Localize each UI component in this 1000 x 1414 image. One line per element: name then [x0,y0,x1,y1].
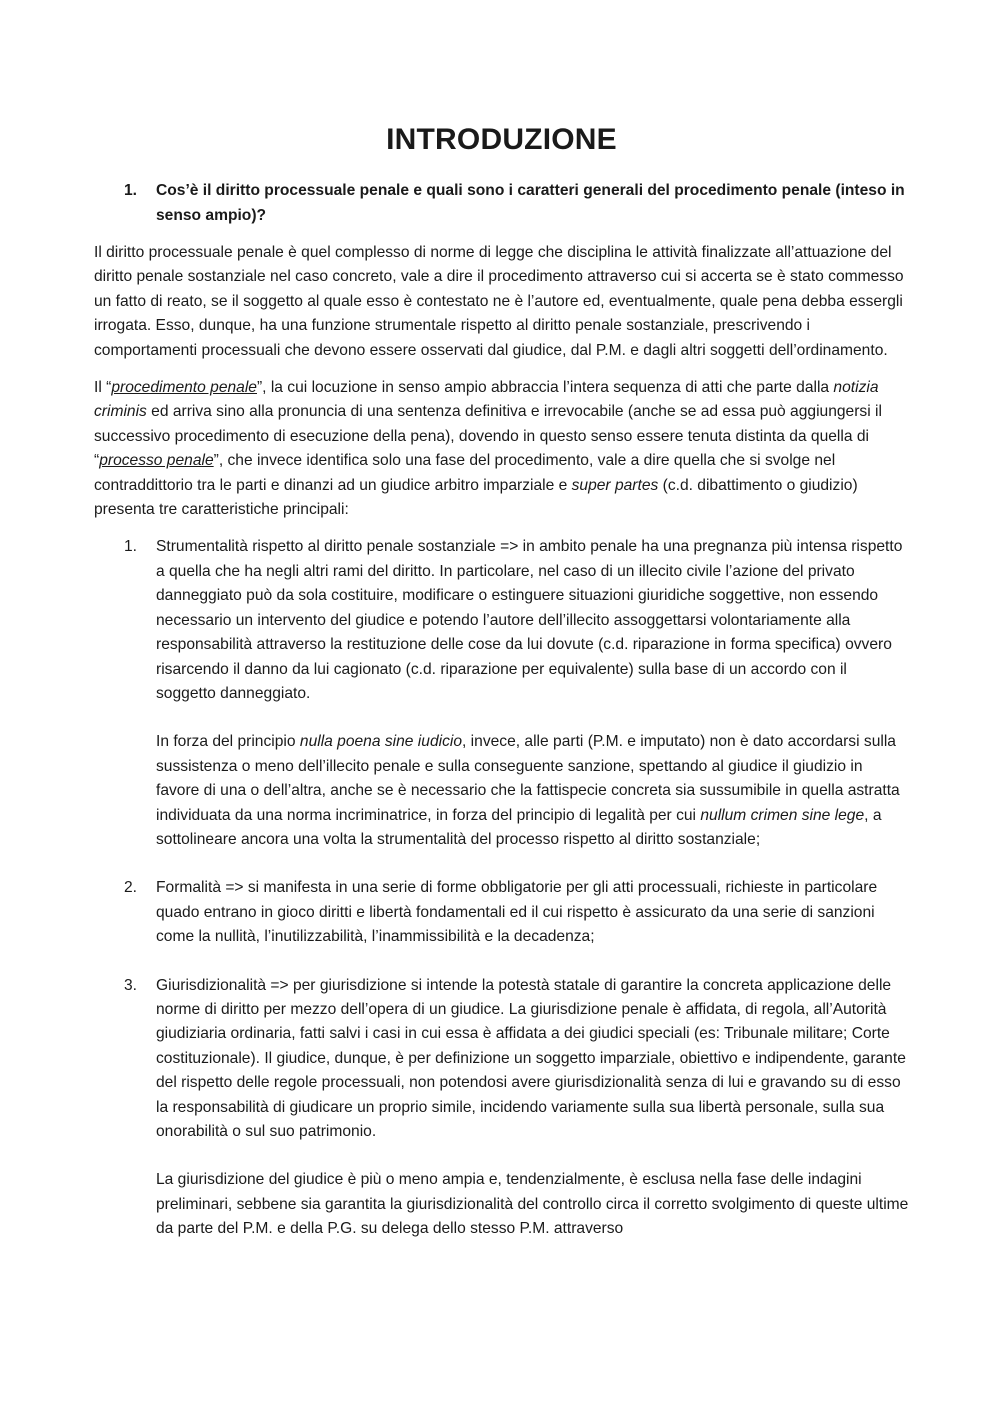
list-item-number: 3. [124,976,138,994]
item-paragraph: Giurisdizionalità => per giurisdizione si intende la potestà statale di garantire la concreta applicazione delle norme di diritto per mezzo dell’opera di un giudice. La giurisdizione penale è affidata, di regola, all’Autorità giudiziaria ordinaria, fatti salvi i casi in cui essa è affidata a dei giudici speciali (es: Tribunale militare; Corte costituzionale). Il giudice, dunque, è per definizione un soggetto imparziale, obiettivo e indipendente, garante del rispetto delle regole processuali, non potendosi avere giurisdizionalità senza di lui e gravando su di esso la responsabilità di giudicare un proprio simile, incidendo variamente sulla sua libertà personale, sulla sua onorabilità o sul suo patrimonio. [156,976,906,1140]
text-run: Il “ [94,379,112,397]
item-paragraph: Formalità => si manifesta in una serie di forme obbligatorie per gli atti processuali, richieste in particolare quado entrano in gioco diritti e libertà fondamentali ed il cui rispetto è assicurato da una serie di sanzioni come la nullità, l’inutilizzabilità, l’inammissibilità e la decadenza; [156,879,878,946]
item-paragraph: La giurisdizione del giudice è più o meno ampia e, tendenzialmente, è esclusa nella fase delle indagini preliminari, sebbene sia garantita la giurisdizionalità del controllo circa il corretto svolgimento di queste ultime da parte del P.M. e della P.G. su delega dello stesso P.M. attraverso [156,1171,909,1238]
text-run: , a sottolineare ancora una volta la strumentalità del processo rispetto al diritto sostanziale; [156,806,882,848]
latin-phrase: nulla poena sine iudicio [299,733,463,751]
text-run: ”, la cui locuzione in senso ampio abbraccia l’intera sequenza di atti che parte dalla [256,379,834,397]
list-item-number: 2. [124,879,138,897]
question-heading [94,179,909,228]
term-procedimento-penale: procedimento penale [111,379,257,397]
list-item [94,535,909,852]
term-super-partes: super partes [571,476,659,494]
list-item-body [156,974,909,1242]
text-run: In forza del principio [156,733,300,751]
list-item [94,876,909,949]
text-run: (c.d. dibattimento o giudizio) presenta tre caratteristiche principali: [94,476,858,519]
item-paragraph: Strumentalità rispetto al diritto penale sostanziale => in ambito penale ha una pregnanza più intensa rispetto a quella che ha negli altri rami del diritto. In particolare, nel caso di un illecito civile l’azione del privato danneggiato può da sola costituire, modificare o estinguere situazioni giuridiche soggettive, non essendo necessario un intervento del giudice e potendo l’autore dell’illecito assoggettarsi volontariamente alla responsabilità attraverso la restituzione delle cose da lui dovute (c.d. riparazione in forma specifica) ovvero risarcendo il danno da lui cagionato (c.d. riparazione per equivalente) sulla base di un accordo con il soggetto danneggiato. [156,538,903,702]
text-run: , invece, alle parti (P.M. e imputato) non è dato accordarsi sulla sussistenza o meno dell’illecito penale e sulla conseguente sanzione, spettando al giudice il giudizio in favore di una o dell’altra, anche se è necessario che la fattispecie concreta sia sussumibile in quella astratta individuata da una norma incriminatrice, in forza del principio di legalità per cui [156,733,900,824]
item-paragraph [156,730,909,852]
list-item-number: 1. [124,538,138,556]
list-item-body [156,535,909,852]
term-notizia-criminis: notizia criminis [94,379,879,421]
list-item [94,974,909,1242]
characteristics-list [94,535,909,1241]
paragraph-procedimento [94,376,909,522]
text-run: ”, che invece identifica solo una fase del procedimento, vale a dire quella che si svolge nel contraddittorio tra le parti e dinanzi ad un giudice arbitro imparziale e [94,452,836,494]
page-title: INTRODUZIONE [386,123,617,156]
text-run: ed arriva sino alla pronuncia di una sentenza definitiva e irrevocabile (anche se ad essa può aggiungersi il successivo procedimento di esecuzione della pena), dovendo in questo senso essere tenuta distinta da quella di “ [94,403,882,470]
term-processo-penale: processo penale [99,452,214,470]
list-item-body [156,876,909,949]
question-text: Cos’è il diritto processuale penale e quali sono i caratteri generali del procedimento penale (inteso in senso ampio)? [156,182,905,224]
document-page [94,118,909,1266]
paragraph-definition: Il diritto processuale penale è quel complesso di norme di legge che disciplina le attività finalizzate all’attuazione del diritto penale sostanziale nel caso concreto, vale a dire il procedimento attraverso cui si accerta se è stato commesso un fatto di reato, se il soggetto al quale esso è contestato ne è l’autore ed, eventualmente, quale pena debba essergli irrogata. Esso, dunque, ha una funzione strumentale rispetto al diritto penale sostanziale, prescrivendo i comportamenti processuali che devono essere osservati dal giudice, dal P.M. e dagli altri soggetti dell’ordinamento. [94,244,904,359]
latin-phrase: nullum crimen sine lege [700,806,865,824]
question-number: 1. [124,182,138,199]
